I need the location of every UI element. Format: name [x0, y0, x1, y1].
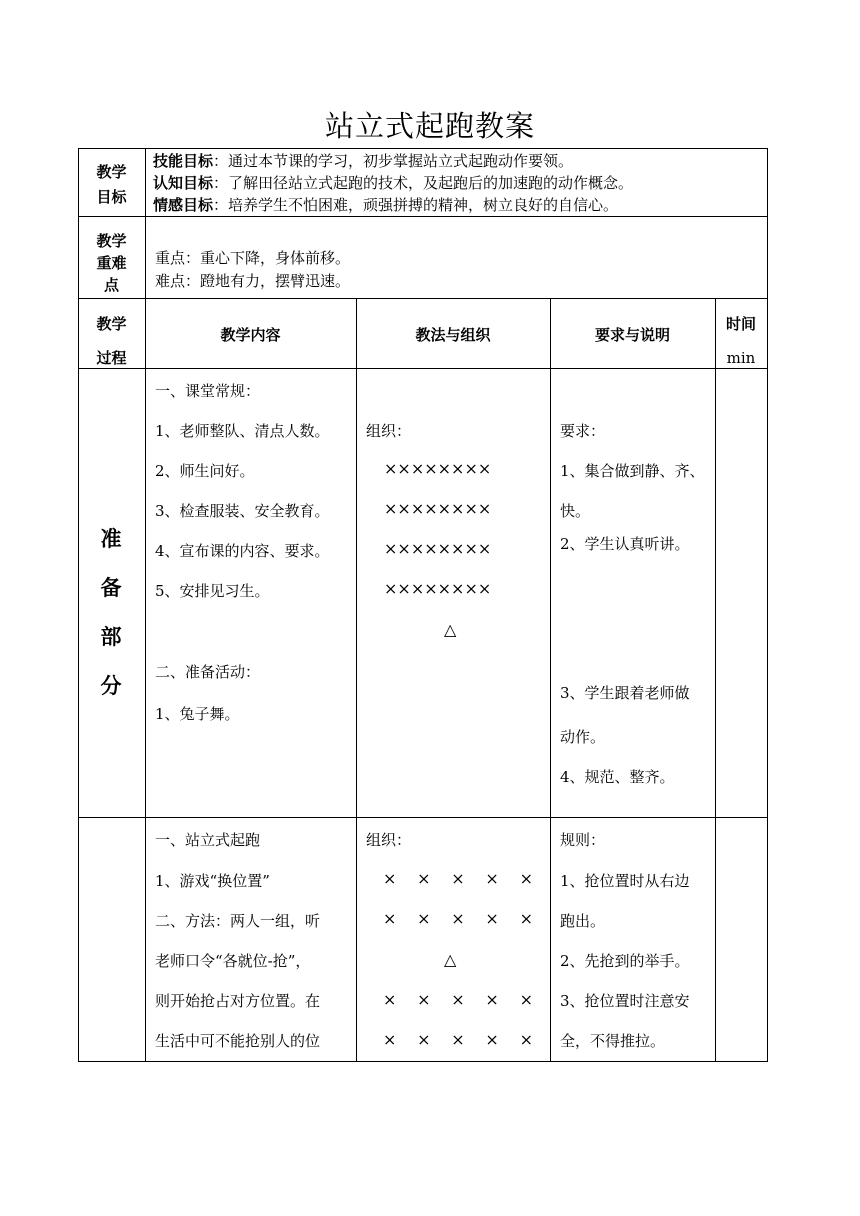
pair-row: × × × × × [383, 990, 533, 1009]
prep-section-label: 准 备 部 分 [100, 526, 122, 698]
formation-row: ×××××××× [384, 539, 492, 558]
pair-row: × × × × × [383, 869, 533, 888]
teacher-triangle-icon: △ [444, 620, 457, 639]
formation-row: ×××××××× [384, 459, 492, 478]
teacher-triangle-icon: △ [444, 950, 457, 969]
header-method: 教法与组织 [415, 326, 491, 344]
pair-row: × × × × × [383, 909, 533, 928]
formation-row: ×××××××× [384, 499, 492, 518]
skill-objective: 技能目标：通过本节课的学习，初步掌握站立式起跑动作要领。 [153, 152, 574, 170]
key-points-label: 教学 重难 点 [96, 232, 127, 294]
header-process: 教学 过程 [96, 315, 127, 367]
cognitive-objective: 认知目标：了解田径站立式起跑的技术，及起跑后的加速跑的动作概念。 [153, 174, 634, 192]
header-content: 教学内容 [220, 326, 281, 344]
objectives-label: 教学 目标 [96, 163, 127, 206]
header-time: 时间 min [725, 315, 756, 367]
formation-row: ×××××××× [384, 579, 492, 598]
key-point: 重点：重心下降，身体前移。 [155, 249, 351, 267]
page-title: 站立式起跑教案 [324, 109, 535, 143]
difficulty-point: 难点：蹬地有力，摆臂迅速。 [155, 272, 351, 290]
pair-row: × × × × × [383, 1030, 533, 1049]
emotion-objective: 情感目标：培养学生不怕困难，顽强拼搏的精神，树立良好的自信心。 [153, 196, 619, 214]
header-requirements: 要求与说明 [594, 326, 670, 344]
